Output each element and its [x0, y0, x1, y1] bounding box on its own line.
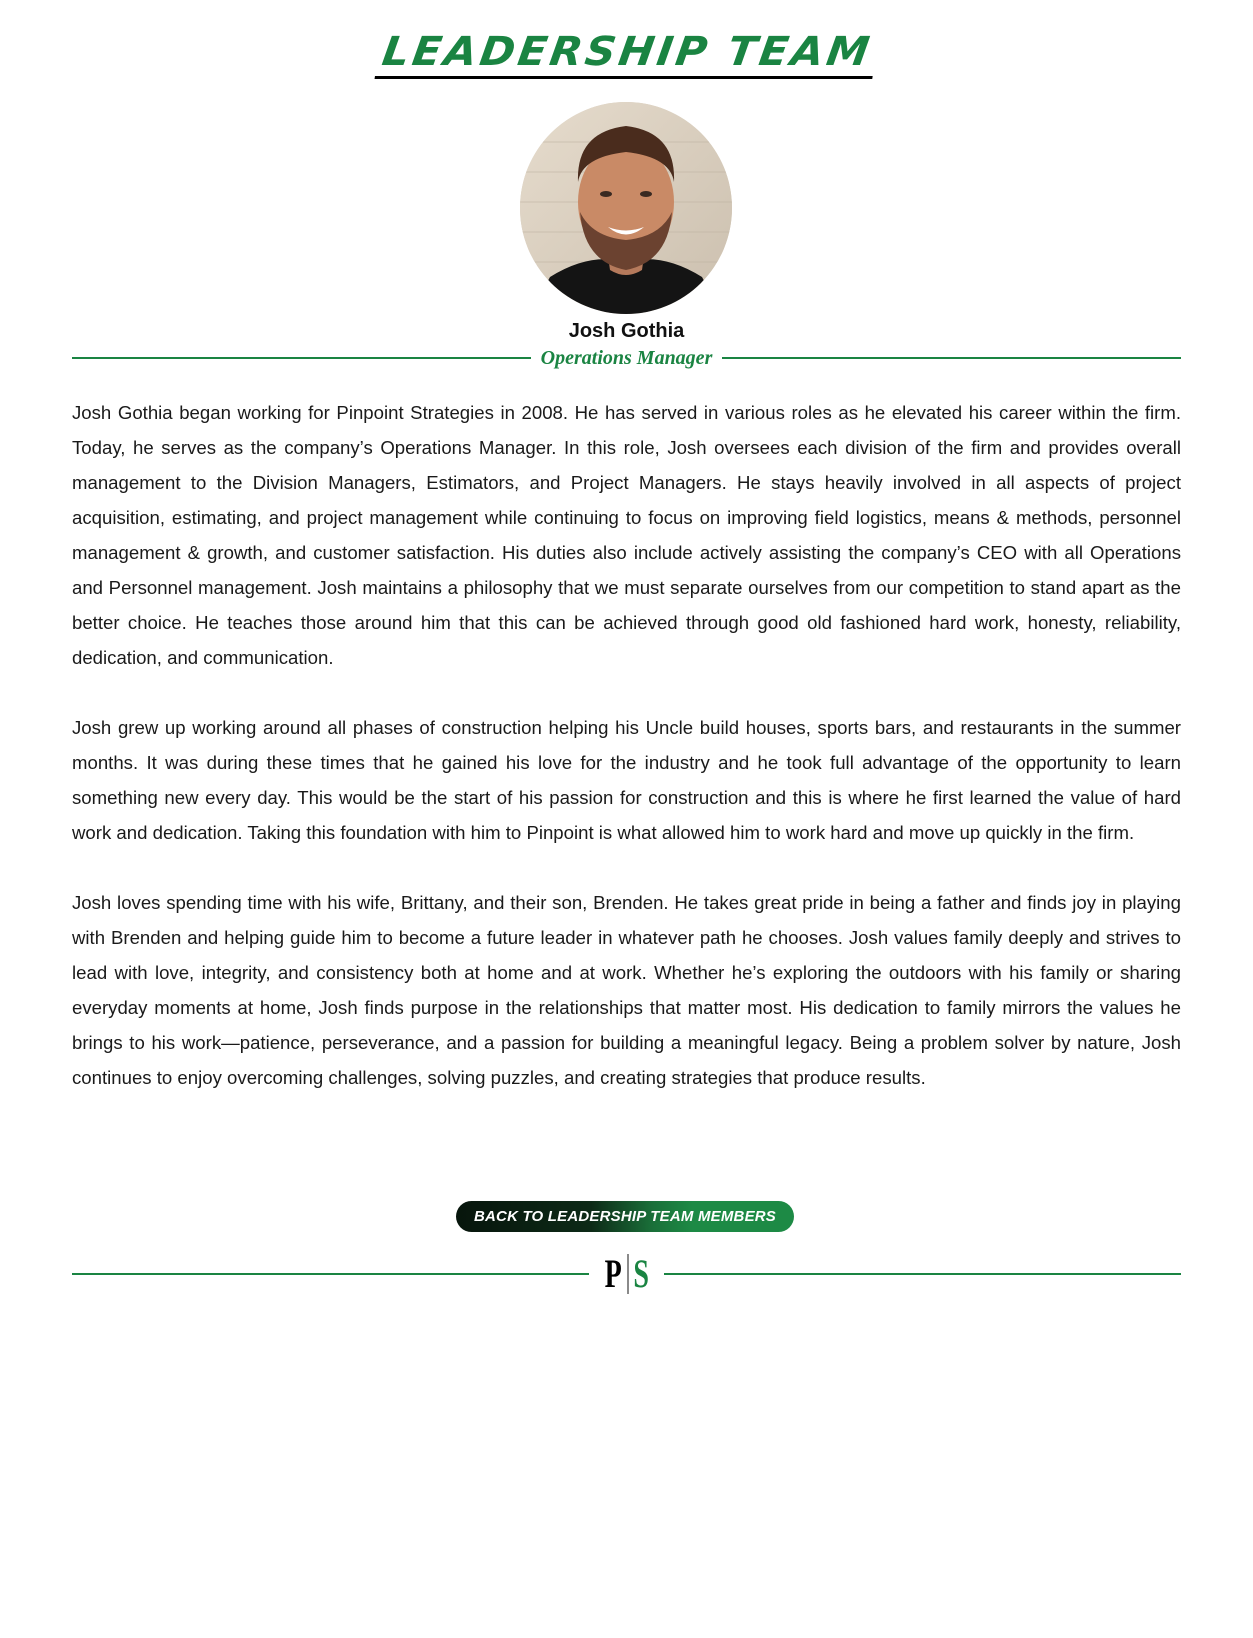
divider-line-left — [72, 357, 531, 359]
footer-line-right — [664, 1273, 1181, 1275]
profile-photo — [520, 102, 732, 314]
logo-letter-p: P — [604, 1251, 622, 1296]
footer-divider — [72, 1253, 1181, 1295]
portrait-illustration — [520, 102, 732, 314]
bio-paragraph: Josh grew up working around all phases of construction helping his Uncle build houses, sports bars, and restaurants in the summer months. It was during these times that he gained his love for the industry and he took full advantage of the opportunity to learn something new every day. This would be the start of his passion for construction and this is where he first learned the value of hard work and dedication. Taking this foundation with him to Pinpoint is what allowed him to work hard and move up quickly in the firm. — [72, 717, 1181, 843]
page-header — [0, 30, 1253, 79]
bio-paragraph: Josh Gothia began working for Pinpoint Strategies in 2008. He has served in various roles as he elevated his career within the firm. Today, he serves as the company’s Operations Manager. In this role, Josh oversees each division of the firm and provides overall management to the Division Managers, Estimators, and Project Managers. He stays heavily involved in all aspects of project acquisition, estimating, and project management while continuing to focus on improving field logistics, means & methods, personnel management & growth, and customer satisfaction. His duties also include actively assisting the company’s CEO with all Operations and Personnel management. Josh maintains a philosophy that we must separate ourselves from our competition to stand apart as the better choice. He teaches those around him that this can be achieved through good old fashioned hard work, honesty, reliability, dedication, and communication. — [72, 402, 1181, 668]
footer-line-left — [72, 1273, 589, 1275]
bio-section — [72, 395, 1181, 1130]
role-divider — [72, 344, 1181, 372]
page-title: LEADERSHIP TEAM — [374, 30, 879, 79]
ps-logo — [589, 1253, 664, 1295]
logo-separator — [627, 1254, 629, 1294]
divider-line-right — [722, 357, 1181, 359]
logo-letter-s: S — [632, 1251, 649, 1296]
bio-paragraph: Josh loves spending time with his wife, Brittany, and their son, Brenden. He takes great pride in being a father and finds joy in playing with Brenden and helping guide him to become a future leader in whatever path he chooses. Josh values family deeply and strives to lead with love, integrity, and consistency both at home and at work. Whether he’s exploring the outdoors with his family or sharing everyday moments at home, Josh finds purpose in the relationships that matter most. His dedication to family mirrors the values he brings to his work—patience, perseverance, and a passion for building a meaningful legacy. Being a problem solver by nature, Josh continues to enjoy overcoming challenges, solving puzzles, and creating strategies that produce results. — [72, 892, 1181, 1088]
member-role: Operations Manager — [540, 346, 713, 369]
back-to-leadership-team-button[interactable]: BACK TO LEADERSHIP TEAM MEMBERS — [456, 1201, 794, 1232]
member-name: Josh Gothia — [568, 320, 685, 342]
